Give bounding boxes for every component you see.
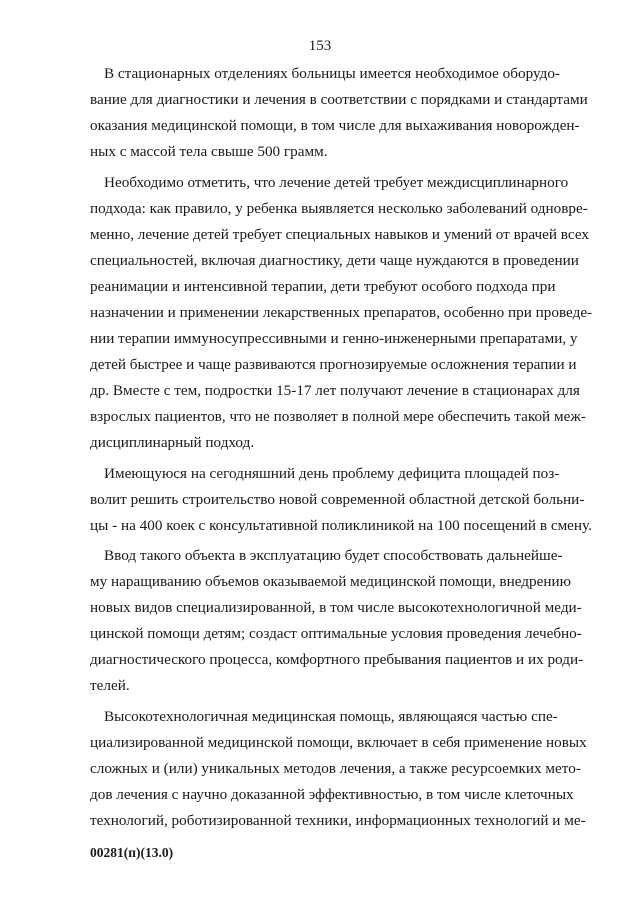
text-line: др. Вместе с тем, подростки 15-17 лет получают лечение в стационарах для (90, 382, 580, 399)
text-line: специальностей, включая диагностику, дети чаще нуждаются в проведении (90, 252, 579, 269)
text-line: подхода: как правило, у ребенка выявляется несколько заболеваний одновре- (90, 200, 588, 217)
text-line: сложных и (или) уникальных методов лечения, а также ресурсоемких мето- (90, 760, 581, 777)
text-line: менно, лечение детей требует специальных навыков и умений от врачей всех (90, 226, 589, 243)
text-line: Ввод такого объекта в эксплуатацию будет способствовать дальнейше- (104, 547, 563, 564)
text-line: В стационарных отделениях больницы имеется необходимое оборудо- (104, 65, 560, 82)
text-line: му наращиванию объемов оказываемой медицинской помощи, внедрению (90, 573, 571, 590)
text-line: дов лечения с научно доказанной эффективностью, в том числе клеточных (90, 786, 574, 803)
text-line: цы - на 400 коек с консультативной поликлиникой на 100 посещений в смену. (90, 517, 592, 534)
text-line: циализированной медицинской помощи, включает в себя применение новых (90, 734, 587, 751)
text-line: новых видов специализированной, в том числе высокотехнологичной меди- (90, 599, 582, 616)
text-line: Имеющуюся на сегодняшний день проблему дефицита площадей поз- (104, 465, 560, 482)
text-line: волит решить строительство новой современной областной детской больни- (90, 491, 585, 508)
text-line: реанимации и интенсивной терапии, дети требуют особого подхода при (90, 278, 556, 295)
text-line: оказания медицинской помощи, в том числе для выхаживания новорожден- (90, 117, 580, 134)
text-line: Высокотехнологичная медицинская помощь, являющаяся частью спе- (104, 708, 558, 725)
text-line: вание для диагностики и лечения в соответствии с порядками и стандартами (90, 91, 588, 108)
text-line: назначении и применении лекарственных препаратов, особенно при проведе- (90, 304, 593, 321)
text-line: диагностического процесса, комфортного пребывания пациентов и их роди- (90, 651, 584, 668)
footer-document-code: 00281(п)(13.0) (90, 845, 174, 860)
text-line: дисциплинарный подход. (90, 434, 255, 451)
text-line: ных с массой тела свыше 500 грамм. (90, 143, 328, 160)
text-line: Необходимо отметить, что лечение детей требует междисциплинарного (104, 174, 569, 191)
text-line: нии терапии иммуносупрессивными и генно-инженерными препаратами, у (90, 330, 578, 347)
text-line: взрослых пациентов, что не позволяет в полной мере обеспечить такой меж- (90, 408, 586, 425)
text-line: цинской помощи детям; создаст оптимальные условия проведения лечебно- (90, 625, 582, 642)
text-line: телей. (90, 677, 130, 694)
text-line: технологий, роботизированной техники, информационных технологий и ме- (90, 812, 586, 829)
text-line: детей быстрее и чаще развиваются прогнозируемые осложнения терапии и (90, 356, 577, 373)
page-number: 153 (308, 38, 332, 54)
